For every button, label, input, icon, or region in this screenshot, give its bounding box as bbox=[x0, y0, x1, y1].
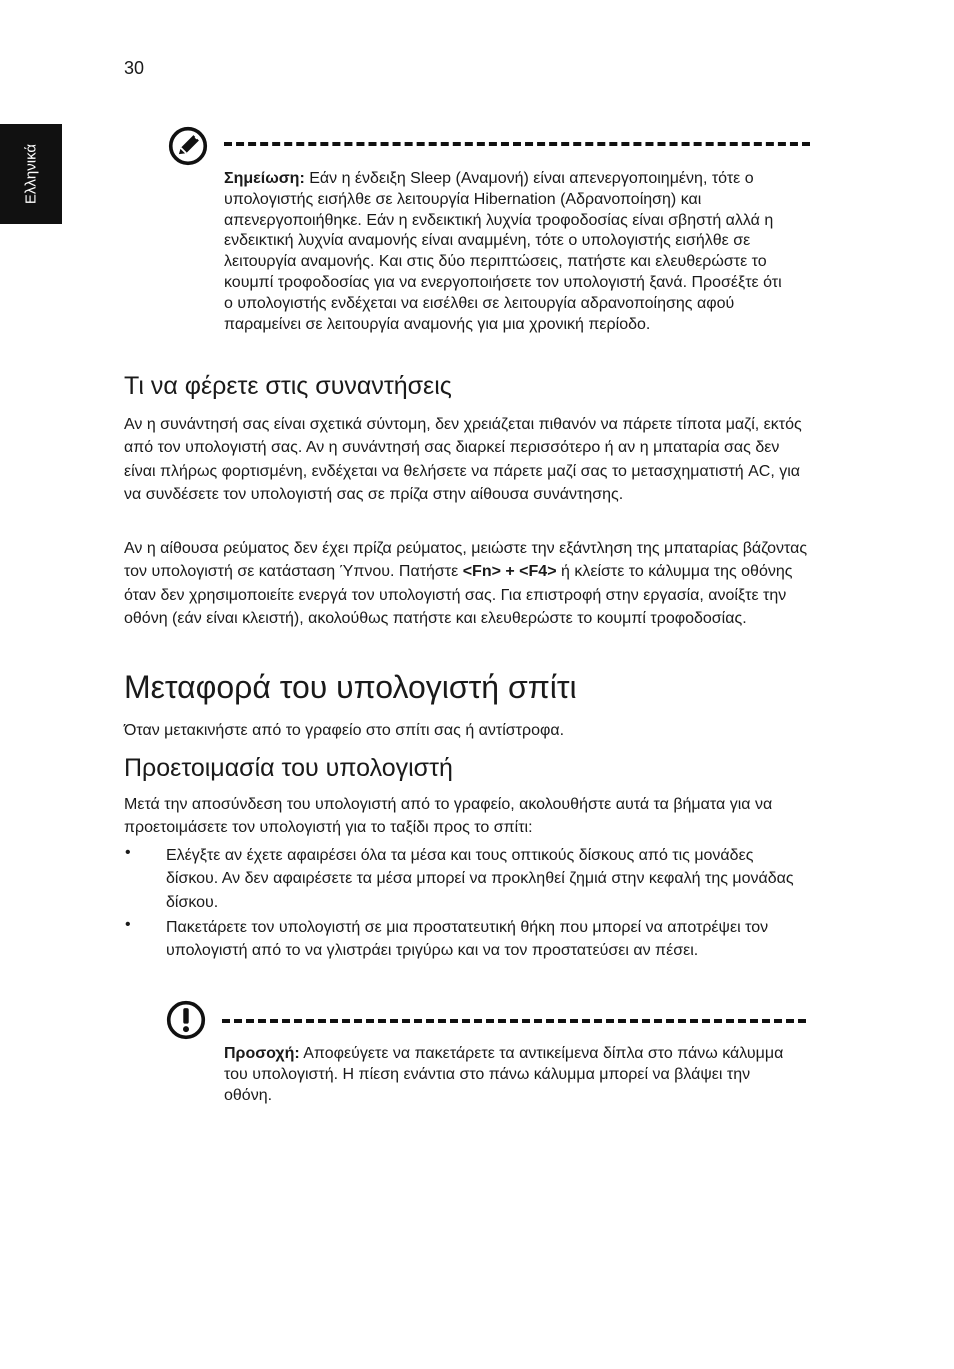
list-item bbox=[0, 844, 954, 916]
meetings-p2-before: Αν η αίθουσα ρεύματος δεν έχει πρίζα ρεύματος, μειώστε την εξάντληση της μπαταρίας βάζοντας τον υπολογιστή σε κατάσταση Ύπνου. Πατήστε bbox=[124, 540, 808, 581]
bullet-text-2: Πακετάρετε τον υπολογιστή σε μια προστατευτική θήκη που μπορεί να αποτρέψει τον υπολογιστή από το να γλιστράει τριγύρω και να τον προστατεύσει αν πέσει. bbox=[166, 919, 769, 960]
list-item bbox=[0, 916, 954, 988]
home-intro: Όταν μετακινήστε από το γραφείο στο σπίτι σας ή αντίστροφα. bbox=[124, 722, 565, 739]
page-number: 30 bbox=[124, 58, 145, 78]
keyboard-shortcut: <Fn> + <F4> bbox=[462, 563, 557, 581]
meetings-p2-after: ή κλείστε το κάλυμμα της οθόνης όταν δεν χρησιμοποιείτε ενεργά τον υπολογιστή σας. Για επιστροφή στην εργασία, ανοίξτε την οθόνη (εάν είναι κλειστή), ακολούθως πατήστε και ελευθερώστε το κουμπί τροφοδοσίας. bbox=[124, 563, 793, 627]
bullet-symbol: • bbox=[125, 916, 131, 933]
home-heading: Μεταφορά του υπολογιστή σπίτι bbox=[124, 669, 577, 705]
language-tab bbox=[0, 124, 62, 224]
bullet-symbol: • bbox=[125, 844, 131, 861]
prepare-heading: Προετοιμασία του υπολογιστή bbox=[124, 754, 453, 782]
caution-label: Προσοχή: bbox=[224, 1045, 300, 1062]
prepare-paragraph: Μετά την αποσύνδεση του υπολογιστή από το γραφείο, ακολουθήστε αυτά τα βήματα για να προετοιμάσετε τον υπολογιστή για το ταξίδι προς το σπίτι: bbox=[124, 796, 773, 837]
caution-text bbox=[224, 1044, 794, 1106]
caution-divider bbox=[222, 1019, 806, 1023]
note-body: Εάν η ένδειξη Sleep (Αναμονή) είναι απενεργοποιημένη, τότε ο υπολογιστής εισήλθε σε λειτουργία Hibernation (Αδρανοποίηση) και απενεργοποιήθηκε. Εάν η ενδεικτική λυχνία τροφοδοσίας είναι σβηστή αλλά η ενδεικτική λυχνία αναμονής είναι αναμμένη, τότε ο υπολογιστής εισήλθε σε λειτουργία αναμονής. Και στις δύο περιπτώσεις, πατήστε και ελευθερώστε το κουμπί τροφοδοσίας για να ενεργοποιήσετε τον υπολογιστή ξανά. Προσέξτε ότι ο υπολογιστής ενδέχεται να εισέλθει σε λειτουργία αδρανοποίησης αφού παραμείνει σε λειτουργία αναμονής για μια χρονική περίοδο. bbox=[224, 170, 782, 333]
note-text bbox=[224, 169, 794, 335]
bullet-text-1: Ελέγξτε αν έχετε αφαιρέσει όλα τα μέσα και τους οπτικούς δίσκους από τις μονάδες δίσκου. Αν δεν αφαιρέσετε τα μέσα μπορεί να προκληθεί ζημιά στην κεφαλή της μονάδας δίσκου. bbox=[166, 847, 794, 911]
bullet-list bbox=[0, 844, 954, 988]
meetings-heading: Τι να φέρετε στις συναντήσεις bbox=[124, 372, 452, 400]
note-label: Σημείωση: bbox=[224, 170, 305, 187]
note-divider bbox=[224, 142, 810, 146]
language-tab-label: Ελληνικά bbox=[22, 143, 40, 205]
caution-body: Αποφεύγετε να πακετάρετε τα αντικείμενα δίπλα στο πάνω κάλυμμα του υπολογιστή. Η πίεση ενάντια στο πάνω κάλυμμα μπορεί να βλάψει την οθόνη. bbox=[224, 1045, 784, 1104]
pencil-note-icon bbox=[168, 126, 208, 166]
meetings-paragraph-2 bbox=[124, 537, 808, 630]
meetings-paragraph-1: Αν η συνάντησή σας είναι σχετικά σύντομη, δεν χρειάζεται πιθανόν να πάρετε τίποτα μαζί, εκτός από τον υπολογιστή σας. Αν η συνάντησή σας διαρκεί περισσότερο ή αν η μπαταρία σας δεν είναι πλήρως φορτισμένη, ενδέχεται να θελήσετε να πάρετε μαζί σας το μετασχηματιστή AC, για να συνδέσετε τον υπολογιστή σας σε πρίζα στην αίθουσα συνάντησης. bbox=[124, 416, 802, 503]
exclamation-caution-icon bbox=[166, 1000, 206, 1040]
